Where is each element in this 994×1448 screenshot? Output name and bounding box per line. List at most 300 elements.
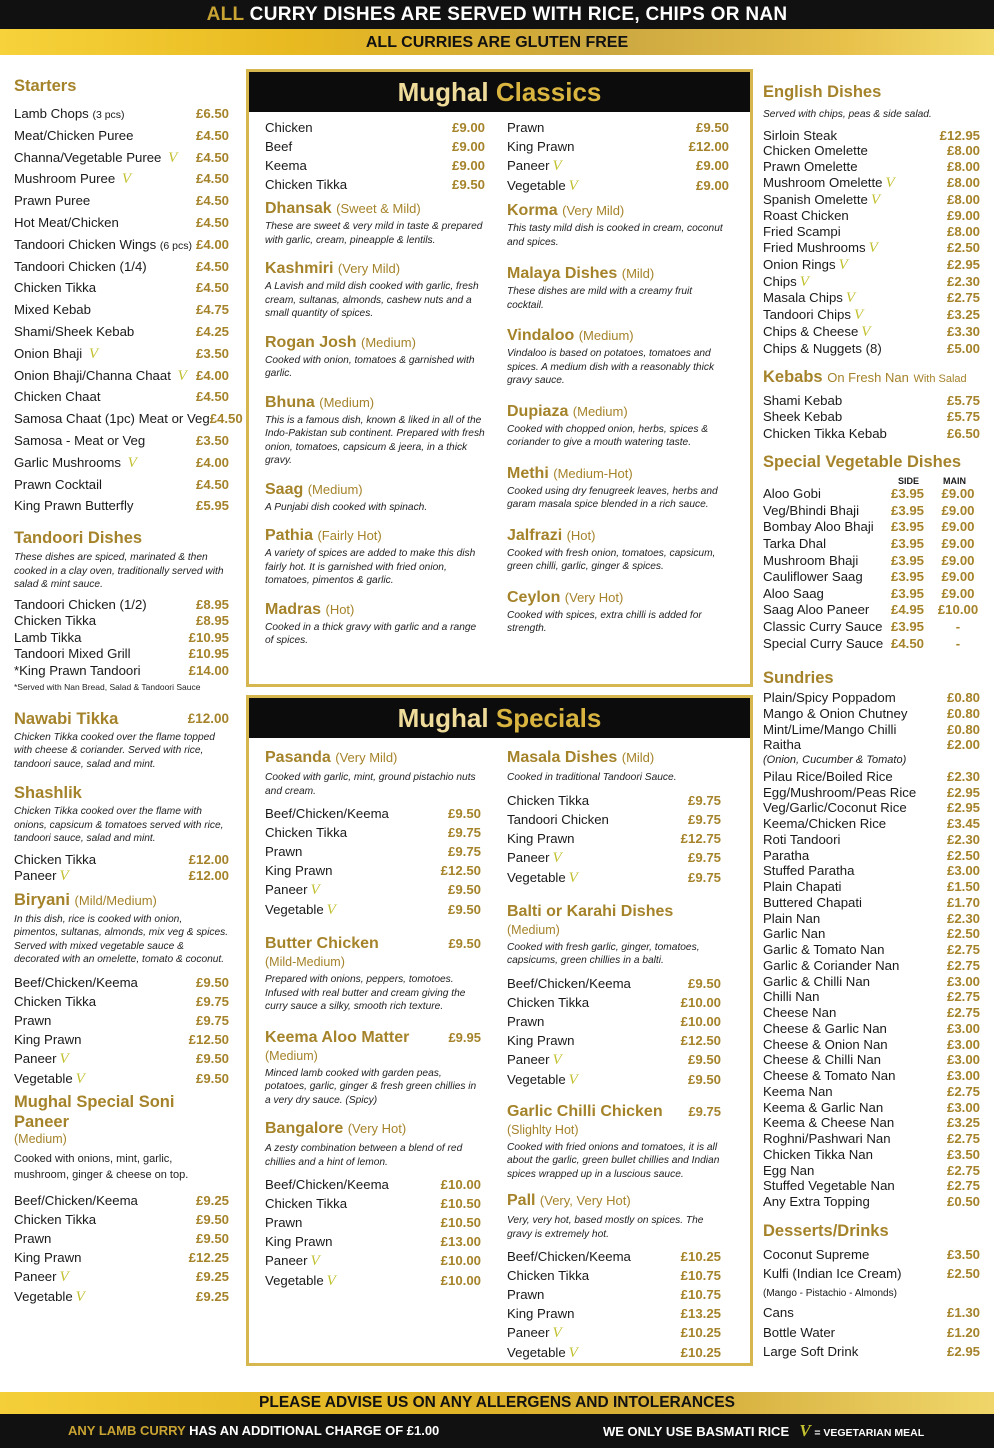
dish-heat: (Very Mild) bbox=[337, 261, 401, 276]
item-name-wrap bbox=[763, 737, 801, 753]
menu-item-row bbox=[763, 1052, 980, 1068]
item-name-wrap bbox=[763, 175, 895, 192]
dish-heat: (Mild) bbox=[621, 750, 655, 765]
menu-item-row bbox=[763, 1264, 980, 1284]
item-price: £4.50 bbox=[195, 149, 229, 165]
item-name: Tandoori Chicken (1/4) bbox=[14, 258, 147, 274]
item-price: £10.25 bbox=[680, 1345, 721, 1360]
item-name: Chicken Tikka bbox=[507, 1268, 590, 1283]
item-name-wrap bbox=[14, 646, 131, 663]
menu-item-row bbox=[14, 496, 229, 518]
item-name-wrap bbox=[265, 118, 313, 137]
vegetarian-icon: V bbox=[88, 345, 99, 362]
soni-heading: Mughal Special Soni Paneer bbox=[14, 1092, 175, 1131]
item-name: Vegetable bbox=[265, 902, 324, 917]
nawabi-desc: Chicken Tikka cooked over the flame topped with cheese & coriander. Served with rice, tandoori sauce, salad and mint. bbox=[14, 731, 215, 770]
item-name: Chicken Tikka bbox=[507, 994, 590, 1010]
item-name: Chicken Tikka Nan bbox=[763, 1146, 873, 1162]
menu-item-row bbox=[265, 1232, 481, 1251]
item-name-wrap bbox=[763, 553, 858, 570]
item-name: Cans bbox=[763, 1305, 794, 1321]
dish-desc: These dishes are mild with a creamy fruit cocktail. bbox=[507, 286, 693, 311]
item-name-wrap bbox=[14, 344, 98, 366]
menu-item-row bbox=[14, 1229, 229, 1248]
vegetarian-icon: V bbox=[326, 902, 336, 918]
kebabs-heading bbox=[763, 367, 980, 389]
item-name-wrap bbox=[763, 1037, 888, 1053]
side-price: £3.95 bbox=[890, 618, 924, 634]
item-name: Chicken Tikka bbox=[265, 177, 348, 192]
biryani-sub: (Mild/Medium) bbox=[74, 892, 157, 908]
menu-item-row bbox=[763, 974, 980, 990]
right-column bbox=[763, 82, 980, 1362]
item-name: Beef/Chicken/Keema bbox=[14, 974, 138, 990]
item-name: Prawn bbox=[14, 1230, 52, 1246]
item-name-wrap bbox=[14, 213, 119, 235]
classics-left bbox=[265, 118, 485, 648]
item-name-wrap bbox=[763, 619, 882, 636]
menu-item-row bbox=[763, 393, 980, 410]
dish-name bbox=[265, 526, 485, 546]
item-price: £3.50 bbox=[946, 1246, 980, 1262]
vegetarian-icon: V bbox=[568, 1345, 578, 1361]
menu-item-row bbox=[507, 1070, 721, 1090]
item-name-wrap bbox=[507, 1323, 562, 1343]
item-name: Lamb Chops bbox=[14, 106, 89, 121]
item-name-wrap bbox=[14, 1229, 51, 1248]
item-price: £9.00 bbox=[451, 120, 485, 135]
side-price: £3.95 bbox=[890, 502, 924, 518]
item-price: £3.45 bbox=[946, 816, 980, 832]
dish-block bbox=[265, 526, 485, 588]
biryani-heading bbox=[14, 890, 229, 911]
dish-desc: A Punjabi dish cooked with spinach. bbox=[265, 501, 428, 513]
vegetarian-icon: V bbox=[838, 256, 848, 273]
top-banner-all: ALL bbox=[206, 4, 245, 25]
item-name: Roti Tandoori bbox=[763, 831, 841, 847]
item-name: Paneer bbox=[14, 868, 57, 884]
item-name-wrap bbox=[763, 208, 849, 224]
item-price: £10.50 bbox=[440, 1196, 481, 1211]
dish-title: Ceylon bbox=[507, 588, 561, 606]
vegetarian-icon: V bbox=[799, 273, 809, 290]
item-name: Paneer bbox=[14, 1268, 57, 1284]
vegetarian-icon: V bbox=[868, 240, 878, 257]
item-name-wrap bbox=[14, 613, 96, 630]
item-price: £9.00 bbox=[695, 158, 729, 173]
item-name-wrap bbox=[14, 169, 131, 191]
dish-heat: (Hot) bbox=[325, 601, 355, 617]
menu-item-row bbox=[507, 848, 721, 868]
item-price: £9.00 bbox=[451, 158, 485, 173]
item-price: £9.75 bbox=[687, 869, 721, 885]
menu-item-row bbox=[763, 1194, 980, 1210]
item-name-wrap bbox=[14, 1248, 81, 1267]
item-price: £0.80 bbox=[946, 721, 980, 737]
item-name-wrap bbox=[763, 1163, 814, 1179]
item-price: £10.00 bbox=[440, 1177, 481, 1192]
item-list bbox=[265, 1175, 481, 1291]
item-name: Plain/Spicy Poppadom bbox=[763, 690, 896, 706]
item-name: Paneer bbox=[507, 1325, 550, 1340]
item-price: £2.75 bbox=[946, 290, 980, 306]
item-name-wrap bbox=[763, 503, 859, 520]
item-name-wrap bbox=[507, 993, 589, 1012]
item-name: Tandoori Chicken (1/2) bbox=[14, 596, 147, 612]
menu-item-row bbox=[763, 1068, 980, 1084]
dish-price: £9.50 bbox=[448, 936, 481, 951]
item-name: Keema & Garlic Nan bbox=[763, 1099, 884, 1115]
item-name: Large Soft Drink bbox=[763, 1344, 859, 1360]
menu-item-row bbox=[507, 1285, 721, 1304]
item-name: Paneer bbox=[265, 882, 308, 897]
item-price: £9.50 bbox=[687, 1051, 721, 1067]
dish-title: Dhansak bbox=[265, 200, 332, 217]
item-name: Egg Nan bbox=[763, 1162, 815, 1178]
item-price: £4.50 bbox=[195, 193, 229, 209]
dish-title: Keema Aloo Matter bbox=[265, 1028, 410, 1046]
dish-desc: Cooked with spices, extra chilli is added for strength. bbox=[507, 609, 702, 634]
item-name: Beef/Chicken/Keema bbox=[507, 1249, 631, 1264]
special-dish-garlic bbox=[507, 1102, 721, 1182]
item-list bbox=[763, 1245, 980, 1362]
item-price: £8.00 bbox=[946, 224, 980, 240]
item-price: £9.75 bbox=[687, 811, 721, 827]
menu-item-row bbox=[763, 1005, 980, 1021]
menu-item-row bbox=[763, 1037, 980, 1053]
vegetarian-icon: V bbox=[59, 868, 69, 885]
item-price: £9.75 bbox=[687, 792, 721, 808]
item-price: £9.50 bbox=[195, 1050, 229, 1066]
item-name: Prawn bbox=[265, 844, 303, 859]
item-name: Channa/Vegetable Puree bbox=[14, 149, 162, 165]
item-name: Chicken Tikka Kebab bbox=[763, 425, 887, 441]
menu-item-row bbox=[763, 1115, 980, 1131]
item-name: Classic Curry Sauce bbox=[763, 618, 883, 634]
item-name: Vegetable bbox=[507, 1071, 566, 1087]
vegetarian-icon: V bbox=[845, 290, 856, 307]
item-name-wrap bbox=[14, 1011, 51, 1030]
item-name: Cheese Nan bbox=[763, 1005, 837, 1021]
dish-desc: This tasty mild dish is cooked in cream, coconut and spices. bbox=[507, 223, 723, 248]
classics-right bbox=[507, 118, 729, 636]
item-price: £12.75 bbox=[680, 830, 721, 846]
item-price: £2.95 bbox=[946, 1344, 980, 1360]
item-name: Chicken Tikka bbox=[14, 851, 97, 867]
item-name: Chicken bbox=[265, 120, 313, 135]
menu-item-row bbox=[763, 911, 980, 927]
vegetarian-icon: V bbox=[168, 149, 178, 166]
vegetarian-icon: V bbox=[75, 1288, 85, 1305]
menu-item-row bbox=[763, 769, 980, 785]
item-name-wrap bbox=[507, 156, 562, 176]
item-name: King Prawn bbox=[14, 1031, 82, 1047]
dish-title: Rogan Josh bbox=[265, 333, 357, 351]
item-name: Mint/Lime/Mango Chilli bbox=[763, 721, 897, 737]
vegetarian-icon: V bbox=[121, 171, 131, 188]
veg-column-headers bbox=[763, 476, 980, 486]
dish-title: Garlic Chilli Chicken bbox=[507, 1102, 663, 1120]
menu-item-row bbox=[14, 973, 229, 992]
item-price: £9.50 bbox=[195, 1211, 229, 1227]
item-name-wrap bbox=[507, 1050, 562, 1070]
vegetarian-icon: V bbox=[568, 178, 578, 194]
item-price: £2.75 bbox=[946, 1178, 980, 1194]
menu-item-row bbox=[14, 213, 229, 235]
item-name: Tandoori Chips bbox=[763, 307, 851, 323]
item-name-wrap bbox=[763, 1323, 835, 1343]
dish-name bbox=[265, 259, 485, 279]
item-name: Beef/Chicken/Keema bbox=[265, 806, 389, 821]
item-price: £4.50 bbox=[195, 476, 229, 492]
item-price: £0.80 bbox=[946, 705, 980, 721]
shashlik-desc: Chicken Tikka cooked over the flame with onions, capsicum & tomatoes served with rice, tandoori sauce, salad and mint. bbox=[14, 806, 224, 845]
item-name: Veg/Garlic/Coconut Rice bbox=[763, 800, 907, 816]
kebabs-title: Kebabs bbox=[763, 367, 823, 386]
menu-item-row bbox=[763, 192, 980, 209]
main-price: £9.00 bbox=[941, 519, 975, 535]
item-name: Paneer bbox=[507, 849, 550, 865]
item-name-wrap bbox=[265, 1175, 389, 1194]
item-name-wrap bbox=[763, 1147, 873, 1163]
soni-sub: (Medium) bbox=[14, 1131, 67, 1146]
item-price: £10.75 bbox=[680, 1268, 721, 1283]
item-price: £0.50 bbox=[946, 1194, 980, 1210]
price-pair bbox=[888, 553, 980, 570]
item-name-wrap bbox=[763, 1068, 895, 1084]
item-name-wrap bbox=[763, 224, 841, 240]
vegetarian-icon: V bbox=[552, 849, 562, 866]
item-name-wrap bbox=[763, 426, 887, 443]
menu-item-row bbox=[265, 804, 481, 823]
menu-item-row bbox=[14, 597, 229, 614]
item-price: £12.50 bbox=[440, 863, 481, 878]
item-price: £2.50 bbox=[946, 1266, 980, 1282]
top-banner-text: CURRY DISHES ARE SERVED WITH RICE, CHIPS OR NAN bbox=[249, 4, 788, 25]
item-name-wrap bbox=[14, 126, 133, 148]
dish-name bbox=[265, 934, 481, 954]
item-name: Buttered Chapati bbox=[763, 894, 862, 910]
menu-item-row bbox=[507, 868, 721, 888]
nawabi-title: Nawabi Tikka bbox=[14, 709, 119, 728]
item-price: £9.75 bbox=[687, 849, 721, 865]
item-name: Veg/Bhindi Bhaji bbox=[763, 502, 860, 518]
item-name: Pilau Rice/Boiled Rice bbox=[763, 768, 893, 784]
item-name: Fried Scampi bbox=[763, 224, 841, 240]
menu-item-row bbox=[763, 426, 980, 443]
side-price: £3.95 bbox=[890, 486, 924, 502]
item-name: Vegetable bbox=[14, 1070, 73, 1086]
item-price: £9.50 bbox=[687, 975, 721, 991]
item-price: £9.00 bbox=[695, 178, 729, 193]
item-list bbox=[14, 852, 229, 885]
item-name: Keema & Cheese Nan bbox=[763, 1115, 895, 1131]
item-price: £12.25 bbox=[188, 1249, 229, 1265]
specials-word1: Mughal bbox=[397, 703, 489, 733]
item-price: £2.95 bbox=[946, 800, 980, 816]
item-price: £4.50 bbox=[195, 258, 229, 274]
dish-block bbox=[507, 264, 729, 312]
dish-name bbox=[265, 199, 485, 219]
dish-desc: Cooked in traditional Tandoori Sauce. bbox=[507, 772, 677, 783]
menu-item-row bbox=[763, 257, 980, 274]
item-name: Paneer bbox=[14, 1050, 57, 1066]
menu-item-row bbox=[763, 1084, 980, 1100]
item-price: £1.30 bbox=[946, 1305, 980, 1321]
item-price: £2.75 bbox=[946, 1162, 980, 1178]
allergens-banner: PLEASE ADVISE US ON ANY ALLERGENS AND INTOLERANCES bbox=[0, 1392, 994, 1414]
item-price: £9.50 bbox=[447, 882, 481, 897]
main-price: £9.00 bbox=[941, 552, 975, 568]
item-name-wrap bbox=[763, 911, 820, 927]
item-name: Chips bbox=[763, 273, 797, 289]
menu-item-row bbox=[14, 148, 229, 170]
item-name-wrap bbox=[265, 1271, 336, 1291]
menu-item-row bbox=[763, 553, 980, 570]
item-price: £9.50 bbox=[195, 974, 229, 990]
dish-name bbox=[265, 393, 485, 413]
item-name: Hot Meat/Chicken bbox=[14, 214, 119, 230]
item-name-wrap bbox=[507, 118, 544, 137]
dish-name bbox=[265, 1119, 481, 1139]
special-dish-keema bbox=[265, 1028, 481, 1108]
item-name-wrap bbox=[763, 958, 899, 974]
side-price: £3.95 bbox=[890, 552, 924, 568]
price-pair bbox=[888, 569, 980, 586]
dish-heat: (Sweet & Mild) bbox=[336, 201, 421, 216]
item-name-wrap bbox=[14, 1210, 96, 1229]
item-name: Raitha bbox=[763, 737, 802, 753]
side-price: £3.95 bbox=[890, 585, 924, 601]
menu-item-row bbox=[763, 879, 980, 895]
tandoori-desc: These dishes are spiced, marinated & then cooked in a clay oven, traditionally served with salad & mint sauce. bbox=[14, 552, 224, 591]
menu-item-row bbox=[265, 1175, 481, 1194]
item-name: Cheese & Garlic Nan bbox=[763, 1020, 887, 1036]
item-name: King Prawn Butterfly bbox=[14, 498, 134, 514]
item-price: £3.00 bbox=[946, 863, 980, 879]
item-name-wrap bbox=[14, 235, 192, 257]
item-name: Aloo Saag bbox=[763, 585, 824, 601]
menu-item-row bbox=[14, 366, 229, 388]
dish-title: Malaya Dishes bbox=[507, 265, 618, 282]
dish-desc: Cooked with fresh onion, tomatoes, capsicum, green chilli, garlic, ginger & spices. bbox=[507, 547, 716, 572]
item-name: Beef bbox=[265, 139, 293, 154]
dish-name bbox=[507, 464, 729, 484]
menu-item-row bbox=[507, 810, 721, 829]
item-name: Garlic & Chilli Nan bbox=[763, 973, 870, 989]
item-name: Bottle Water bbox=[763, 1324, 836, 1340]
item-name: Tandoori Chicken bbox=[507, 811, 609, 827]
item-name: Prawn bbox=[265, 1215, 303, 1230]
item-price: £2.00 bbox=[946, 737, 980, 753]
item-name: Roghni/Pashwari Nan bbox=[763, 1131, 891, 1147]
dish-title: Korma bbox=[507, 202, 558, 219]
item-name-wrap bbox=[14, 1267, 69, 1287]
specials-word2: Specials bbox=[495, 703, 602, 733]
item-name-wrap bbox=[265, 175, 347, 194]
lamb-curry-label: ANY LAMB CURRY bbox=[68, 1423, 186, 1438]
item-price: £10.25 bbox=[680, 1325, 721, 1340]
item-name: Any Extra Topping bbox=[763, 1194, 870, 1210]
specials-right bbox=[507, 748, 721, 1363]
item-name: Sirloin Steak bbox=[763, 127, 838, 143]
dish-title-wrap bbox=[265, 1028, 409, 1048]
item-name-wrap bbox=[14, 597, 147, 614]
special-dish-masala bbox=[507, 748, 721, 888]
dish-name bbox=[265, 748, 481, 768]
item-price: £1.70 bbox=[946, 894, 980, 910]
vegetarian-icon: V bbox=[568, 869, 578, 886]
item-price: £5.75 bbox=[946, 392, 980, 408]
item-price: £4.50 bbox=[209, 411, 243, 427]
item-price: £9.50 bbox=[447, 902, 481, 917]
item-price: £8.00 bbox=[946, 143, 980, 159]
item-name-wrap bbox=[14, 973, 138, 992]
item-name-wrap bbox=[14, 1287, 85, 1307]
item-price: £2.30 bbox=[946, 910, 980, 926]
item-name-wrap bbox=[507, 974, 631, 993]
menu-item-row bbox=[763, 290, 980, 307]
menu-item-row bbox=[14, 1210, 229, 1229]
item-price: £2.75 bbox=[946, 1005, 980, 1021]
dish-block bbox=[507, 526, 729, 574]
dish-name bbox=[507, 526, 729, 546]
dish-heat: (Medium) bbox=[572, 403, 628, 419]
item-name-wrap bbox=[763, 128, 837, 144]
item-name-wrap bbox=[763, 800, 907, 816]
veg-symbol: V bbox=[799, 1421, 811, 1440]
item-name-wrap bbox=[507, 791, 589, 810]
item-price: £9.75 bbox=[195, 1012, 229, 1028]
menu-item-row bbox=[265, 118, 485, 137]
item-name-wrap bbox=[507, 176, 578, 196]
menu-item-row bbox=[763, 307, 980, 324]
item-name: *King Prawn Tandoori bbox=[14, 662, 141, 678]
dish-heat: (Very Mild) bbox=[562, 203, 625, 218]
item-price: £10.00 bbox=[440, 1273, 481, 1288]
item-name-wrap bbox=[763, 816, 886, 832]
menu-item-row bbox=[507, 1247, 721, 1266]
item-name-wrap bbox=[763, 769, 893, 785]
soni-desc: Cooked with onions, mint, garlic, mushroom, ginger & cheese on top. bbox=[14, 1152, 189, 1181]
vegetarian-icon: V bbox=[310, 882, 320, 898]
dish-desc: Cooked with fresh garlic, ginger, tomatoes, capsicums, green chillies in a balti. bbox=[507, 941, 700, 966]
item-name: Chicken Tikka bbox=[14, 613, 97, 629]
vegetarian-icon: V bbox=[326, 1273, 336, 1289]
item-price: £9.75 bbox=[447, 825, 481, 840]
dish-name bbox=[507, 402, 729, 422]
item-price: £3.00 bbox=[946, 1068, 980, 1084]
classics-heading bbox=[249, 72, 750, 112]
menu-item-row bbox=[14, 1191, 229, 1210]
item-price: £2.50 bbox=[946, 926, 980, 942]
starters-heading: Starters bbox=[14, 77, 77, 95]
dish-desc: A zesty combination between a blend of red chillies and a hint of lemon. bbox=[265, 1143, 463, 1168]
item-price: £2.30 bbox=[946, 831, 980, 847]
price-pair bbox=[888, 586, 980, 603]
menu-item-row bbox=[14, 191, 229, 213]
item-name-wrap bbox=[507, 1343, 578, 1363]
item-name: Paratha bbox=[763, 847, 810, 863]
item-name: Plain Nan bbox=[763, 910, 821, 926]
item-price: £5.75 bbox=[946, 409, 980, 425]
item-price: £12.00 bbox=[188, 868, 229, 884]
item-price: £6.50 bbox=[195, 106, 229, 121]
main-price: - bbox=[955, 635, 961, 651]
item-price: £2.75 bbox=[946, 957, 980, 973]
item-name-wrap bbox=[763, 602, 869, 619]
dish-name bbox=[265, 333, 485, 353]
